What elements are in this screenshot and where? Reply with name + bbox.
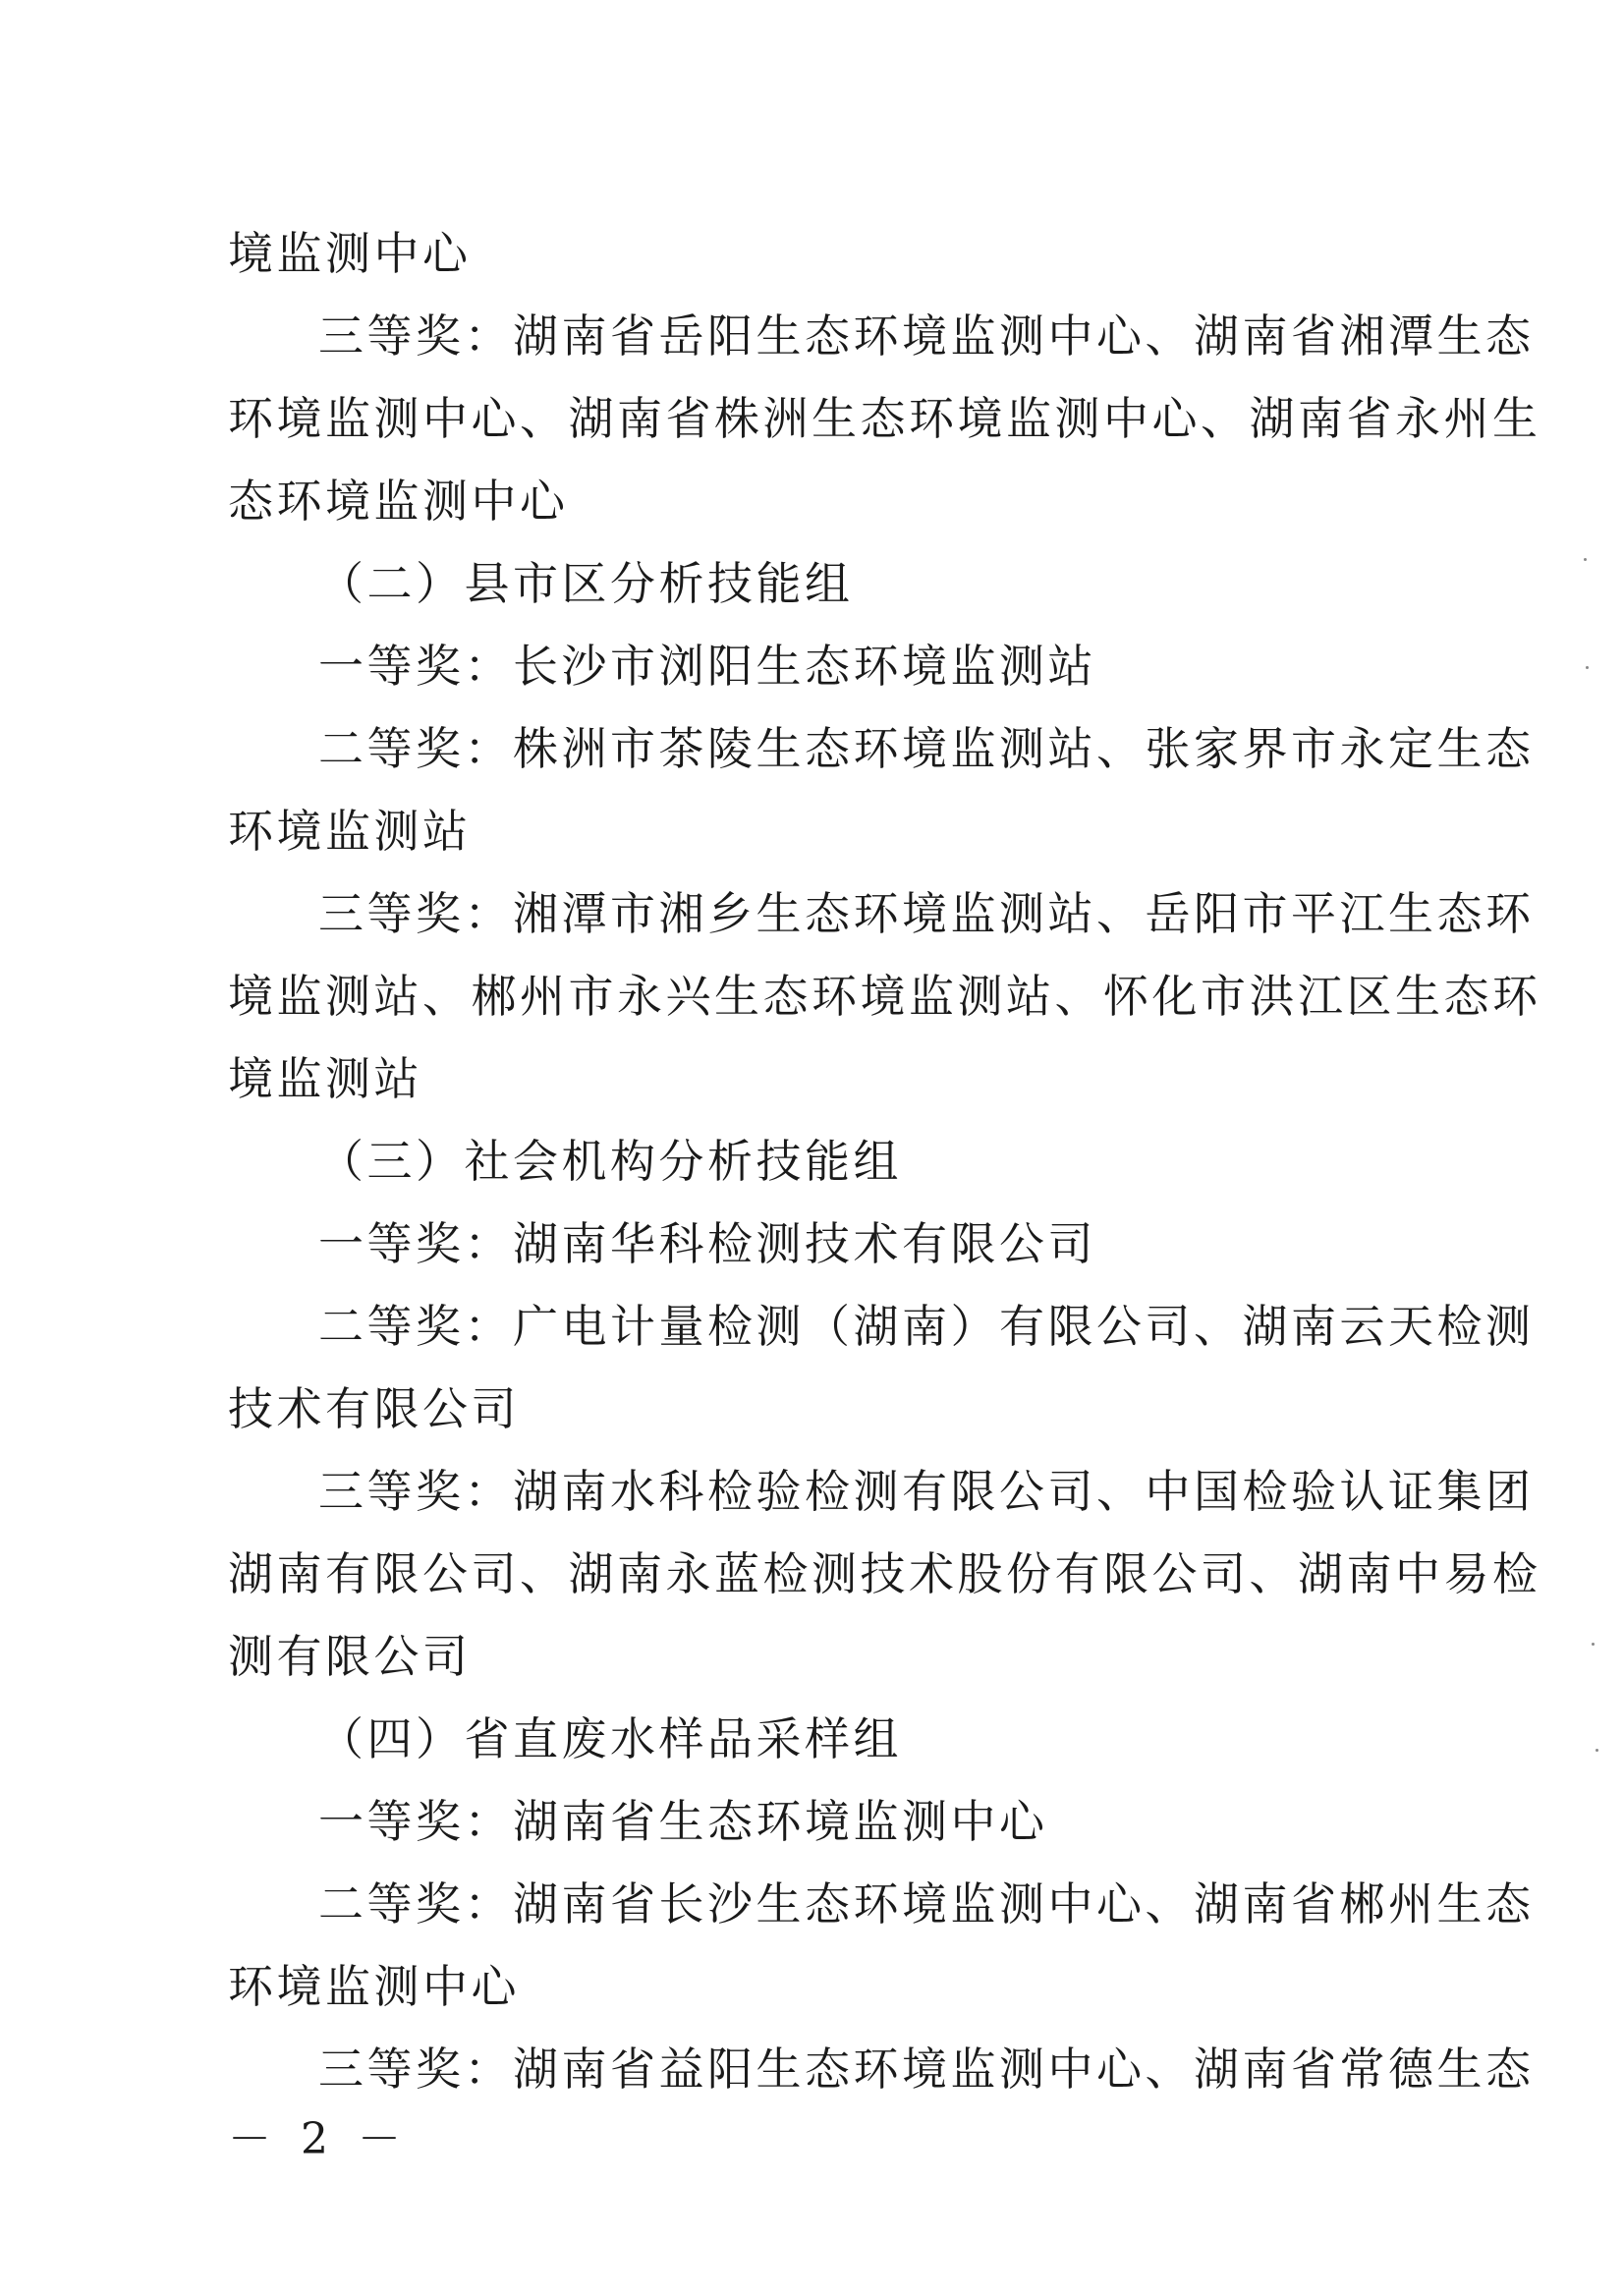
award-third-prize: 三等奖：湘潭市湘乡生态环境监测站、岳阳市平江生态环 [318, 887, 1535, 940]
text-line: 态环境监测中心 [228, 475, 569, 528]
award-first-prize: 一等奖：湖南省生态环境监测中心 [318, 1795, 1048, 1848]
award-first-prize: 一等奖：湖南华科检测技术有限公司 [318, 1217, 1096, 1270]
text-line: 境监测站 [228, 1052, 422, 1105]
text-line: 湖南有限公司、湖南永蓝检测技术股份有限公司、湖南中易检 [228, 1547, 1541, 1600]
section-heading-wastewater: （四）省直废水样品采样组 [318, 1712, 902, 1765]
text-line: 环境监测中心 [228, 1960, 520, 2013]
award-first-prize: 一等奖：长沙市浏阳生态环境监测站 [318, 640, 1096, 693]
award-second-prize: 二等奖：湖南省长沙生态环境监测中心、湖南省郴州生态 [318, 1877, 1535, 1931]
text-line: 技术有限公司 [228, 1382, 520, 1435]
section-heading-social: （三）社会机构分析技能组 [318, 1135, 902, 1188]
text-line: 环境监测站 [228, 805, 472, 858]
text-line: 境监测站、郴州市永兴生态环境监测站、怀化市洪江区生态环 [228, 970, 1541, 1023]
scan-speck [1584, 558, 1587, 561]
scan-speck [1586, 666, 1589, 669]
page-number: － 2 － [228, 2114, 409, 2164]
scan-speck [1596, 1749, 1598, 1752]
text-line: 环境监测中心、湖南省株洲生态环境监测中心、湖南省永州生 [228, 392, 1541, 445]
award-third-prize: 三等奖：湖南水科检验检测有限公司、中国检验认证集团 [318, 1465, 1535, 1518]
text-line: 测有限公司 [228, 1630, 472, 1683]
award-third-prize: 三等奖：湖南省益阳生态环境监测中心、湖南省常德生态 [318, 2043, 1535, 2096]
section-heading-county: （二）县市区分析技能组 [318, 557, 854, 610]
scan-speck [1592, 1643, 1595, 1646]
award-second-prize: 二等奖：广电计量检测（湖南）有限公司、湖南云天检测 [318, 1300, 1535, 1353]
award-third-prize: 三等奖：湖南省岳阳生态环境监测中心、湖南省湘潭生态 [318, 309, 1535, 363]
text-line: 境监测中心 [228, 227, 472, 280]
award-second-prize: 二等奖：株洲市茶陵生态环境监测站、张家界市永定生态 [318, 722, 1535, 775]
